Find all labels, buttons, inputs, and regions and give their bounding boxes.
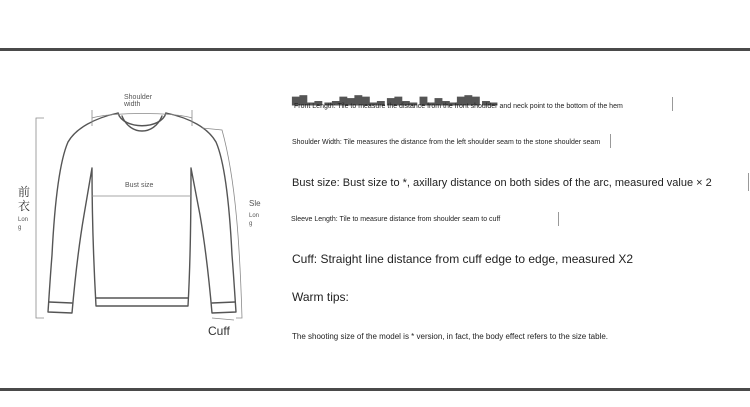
front-length-label: 前衣 [18, 185, 31, 213]
sweater-measurement-diagram [0, 0, 290, 407]
warm-tips-heading: Warm tips: [292, 290, 349, 304]
text-artifact [558, 212, 559, 226]
bust-size-note: Bust size: Bust size to *, axillary distance on both sides of the arc, measured value × 2 [292, 177, 712, 189]
text-artifact [610, 134, 611, 148]
sweater-outline-icon [0, 0, 290, 407]
bust-size-label: Bust size [125, 182, 154, 189]
shoulder-width-note: Shoulder Width: Tile measures the distance from the left shoulder seam to the stone shoulder seam [292, 139, 601, 146]
sleeve-length-sublabel: Lon g [249, 213, 260, 227]
shoulder-width-label: Shoulder width [124, 94, 153, 109]
cuff-note: Cuff: Straight line distance from cuff edge to edge, measured X2 [292, 252, 634, 266]
front-length-sublabel: Lon g [18, 217, 29, 231]
cuff-label: Cuff [208, 324, 230, 338]
text-artifact [672, 97, 673, 111]
model-size-note: The shooting size of the model is * version, in fact, the body effect refers to the size table. [292, 332, 609, 341]
sleeve-length-note: Sleeve Length: Tile to measure distance from shoulder seam to cuff [291, 216, 501, 223]
garbled-heading: ▆▇▂▃ ▂▃▆▅▇▆▂▃ ▅▆▃▂ ▆▂▅▃▂▆▇▆ ▃▂ [292, 95, 498, 106]
text-artifact [748, 173, 749, 191]
front-length-note: Front Length: Tile to measure the distance from the front shoulder and neck point to the bottom of the hem [294, 103, 623, 110]
sleeve-length-label: Sle [249, 199, 261, 208]
